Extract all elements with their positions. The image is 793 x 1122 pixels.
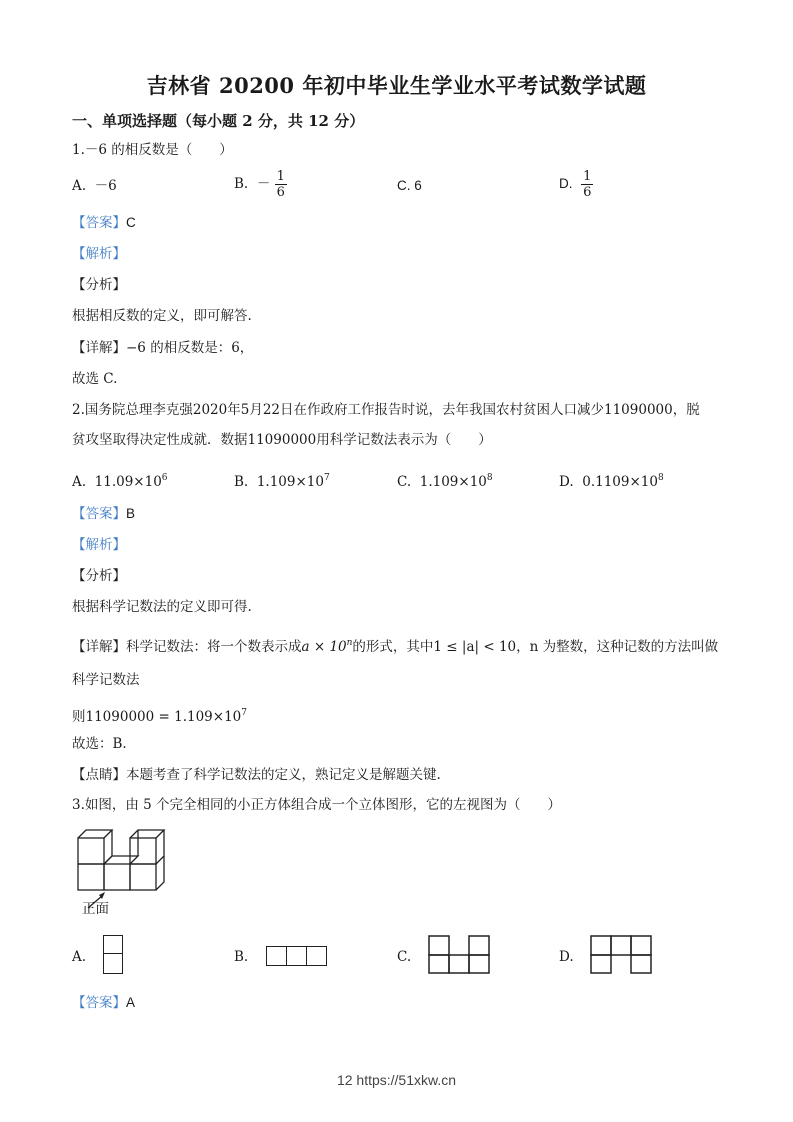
- exponent: 7: [241, 708, 247, 718]
- q1-stem: 1.－6 的相反数是（ ）: [72, 142, 233, 158]
- q1-option-d: [559, 169, 593, 200]
- option-d-text: 0.1109×10: [582, 474, 658, 490]
- math-expression: $a \times 10^n$: [301, 638, 353, 655]
- q1-option-a: [72, 177, 117, 195]
- option-a-text: －6: [94, 178, 117, 194]
- option-c-label: C.: [397, 474, 412, 490]
- fraction: [581, 169, 593, 200]
- xiangjie-part3: ，n 为整数，这种记数的方法叫做: [516, 639, 719, 655]
- option-c-text: 6: [414, 178, 422, 193]
- q2-option-d: [559, 469, 664, 491]
- option-b-text: 1.109×10: [256, 474, 324, 490]
- answer-value: B: [126, 506, 136, 521]
- option-c-label: C.: [397, 178, 411, 193]
- page-footer: 12 https://51xkw.cn: [336, 1072, 457, 1088]
- q2-xiangjie-line2: 科学记数法: [72, 672, 140, 688]
- q2-option-a: [72, 469, 168, 491]
- option-c-text: 1.109×10: [419, 474, 487, 490]
- math-inequality: 1 ≤ |a| < 10: [433, 639, 517, 655]
- exponent: 8: [657, 473, 664, 483]
- page-title: 吉林省 20200 年初中毕业生学业水平考试数学试题: [146, 73, 647, 98]
- answer-tag: 【答案】: [72, 215, 126, 230]
- exponent: 6: [161, 473, 168, 483]
- xiangjie-tag: 【详解】: [72, 340, 126, 356]
- q1-option-b: [234, 169, 287, 200]
- dianjing-text: 本题考查了科学记数法的定义，熟记定义是解题关键.: [126, 767, 441, 783]
- q3-option-d-label: D.: [559, 949, 574, 965]
- answer-value: C: [126, 215, 136, 230]
- q3-option-a-label: A.: [72, 949, 87, 965]
- answer-value: A: [126, 995, 136, 1010]
- xiangjie-part2: 的形式，其中: [352, 639, 434, 655]
- option-a-text: 11.09×10: [94, 474, 162, 490]
- option-a-label: A.: [72, 178, 87, 194]
- calc-expression: 11090000 = 1.109×10: [85, 709, 242, 725]
- exponent: 8: [486, 473, 493, 483]
- xiangjie-part1: 科学记数法：将一个数表示成: [126, 639, 302, 655]
- answer-tag: 【答案】: [72, 995, 126, 1010]
- answer-tag: 【答案】: [72, 506, 126, 521]
- fraction: [275, 169, 287, 200]
- option-d-view: [590, 935, 654, 975]
- option-a-view: [103, 935, 123, 974]
- fraction-numerator: 1: [276, 169, 285, 184]
- option-a-label: A.: [72, 474, 87, 490]
- q3-option-b-label: B.: [234, 949, 249, 965]
- q3-stem: 3.如图，由 5 个完全相同的小正方体组合成一个立体图形，它的左视图为（ ）: [72, 797, 562, 813]
- q2-xiangjie: [72, 634, 718, 656]
- xiangjie-tag: 【详解】: [72, 639, 126, 655]
- q2-option-c: [397, 469, 493, 491]
- q1-fenxi: 【分析】: [72, 277, 126, 293]
- option-b-sign: －: [256, 176, 271, 192]
- q2-stem-line1: 2.国务院总理李克强2020年5月22日在作政府工作报告时说，去年我国农村贫困人口减少11090000，脱: [72, 402, 700, 418]
- q2-dianjing: [72, 766, 441, 784]
- section-heading: 一、单项选择题（每小题 2 分，共 12 分）: [72, 112, 365, 130]
- q2-conclusion: 故选：B.: [72, 736, 127, 752]
- fraction-denominator: 6: [276, 185, 285, 200]
- q1-conclusion: 故选 C.: [72, 371, 118, 387]
- exponent: 7: [323, 473, 330, 483]
- option-d-label: D.: [559, 474, 574, 490]
- q2-fenxi-text: 根据科学记数法的定义即可得.: [72, 599, 252, 615]
- q2-fenxi: 【分析】: [72, 568, 126, 584]
- option-b-label: B.: [234, 176, 249, 192]
- q3-option-c-label: C.: [397, 949, 412, 965]
- q1-answer: [72, 214, 136, 232]
- option-b-label: B.: [234, 474, 249, 490]
- dianjing-tag: 【点睛】: [72, 767, 126, 783]
- fraction-numerator: 1: [583, 169, 592, 184]
- q2-answer: [72, 505, 135, 523]
- q1-fenxi-text: 根据相反数的定义，即可解答.: [72, 308, 252, 324]
- calc-prefix: 则: [72, 709, 86, 725]
- option-b-view: [266, 946, 327, 966]
- q1-xiangjie: [72, 339, 253, 357]
- q1-jiexi: 【解析】: [72, 246, 126, 261]
- q3-answer: [72, 994, 135, 1012]
- q2-option-b: [234, 469, 330, 491]
- fraction-denominator: 6: [583, 185, 592, 200]
- option-d-label: D.: [559, 176, 573, 191]
- q2-calc: [72, 704, 247, 726]
- q2-stem-line2: 贫攻坚取得决定性成就．数据11090000用科学记数法表示为（ ）: [72, 432, 492, 448]
- q1-option-c: [397, 177, 422, 195]
- front-label: 正面: [82, 901, 109, 916]
- option-c-view: [428, 935, 492, 975]
- q2-jiexi: 【解析】: [72, 537, 126, 552]
- xiangjie-text: −6 的相反数是：6，: [126, 340, 254, 356]
